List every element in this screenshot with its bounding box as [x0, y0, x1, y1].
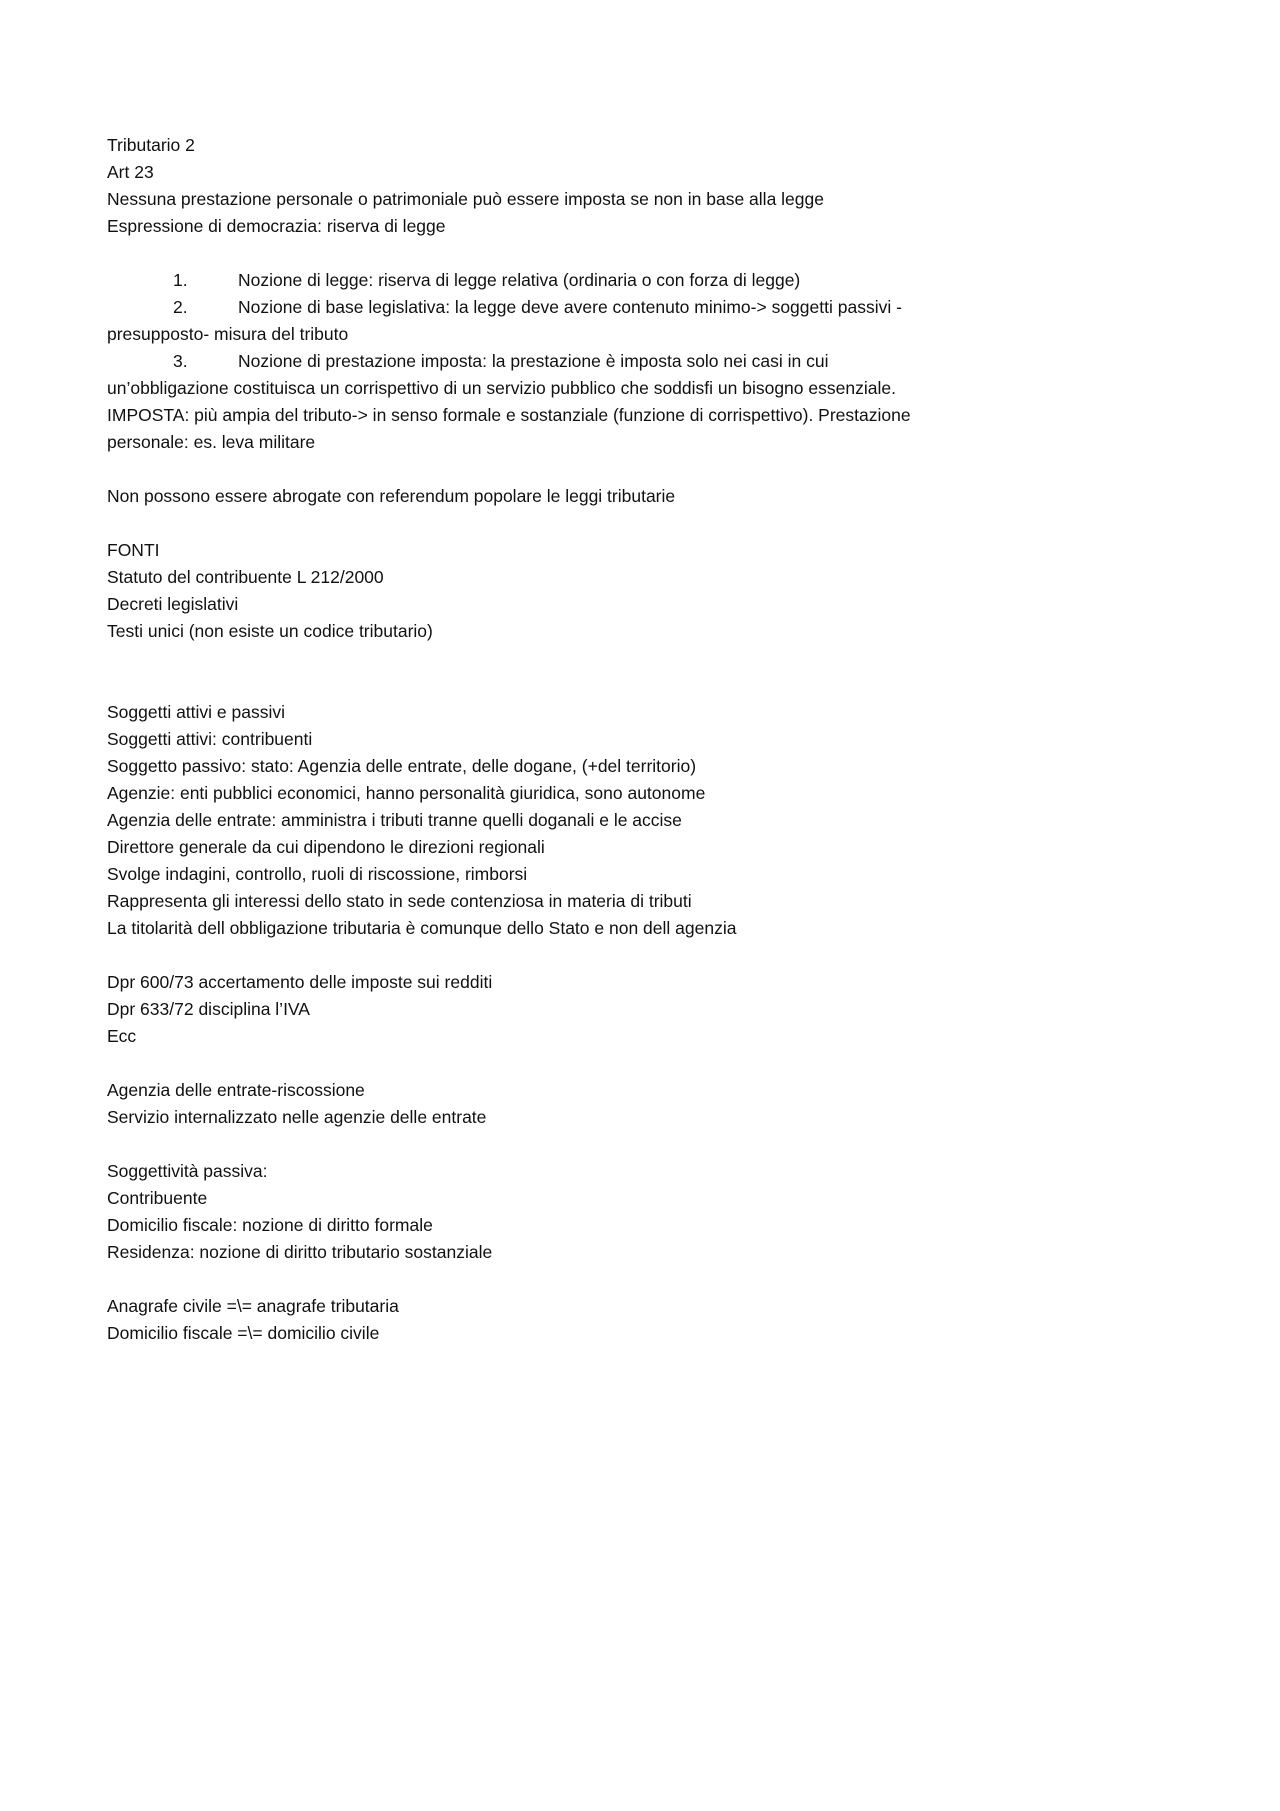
line-text: Agenzie: enti pubblici economici, hanno personalità giuridica, sono autonome — [107, 783, 706, 803]
line-text: presupposto- misura del tributo — [107, 324, 349, 344]
text-line — [107, 348, 1220, 375]
line-text: Residenza: nozione di diritto tributario sostanziale — [107, 1242, 493, 1262]
blank-line — [107, 1050, 1220, 1077]
line-text: La titolarità dell obbligazione tributaria è comunque dello Stato e non dell agenzia — [107, 918, 737, 938]
blank-line — [107, 942, 1220, 969]
text-line — [107, 1077, 1220, 1104]
line-text: Decreti legislativi — [107, 594, 239, 614]
text-line — [107, 375, 1220, 402]
text-line — [107, 267, 1220, 294]
blank-line — [107, 1266, 1220, 1293]
text-line — [107, 1158, 1220, 1185]
line-text: Soggetti attivi: contribuenti — [107, 729, 313, 749]
line-text: Direttore generale da cui dipendono le direzioni regionali — [107, 837, 545, 857]
line-text: Anagrafe civile =\= anagrafe tributaria — [107, 1296, 399, 1316]
text-line — [107, 1320, 1220, 1347]
line-text: Soggetto passivo: stato: Agenzia delle entrate, delle dogane, (+del territorio) — [107, 756, 697, 776]
text-line — [107, 834, 1220, 861]
text-line — [107, 1104, 1220, 1131]
blank-line — [107, 672, 1220, 699]
line-text: Espressione di democrazia: riserva di legge — [107, 216, 446, 236]
line-text: FONTI — [107, 540, 160, 560]
text-line — [107, 780, 1220, 807]
text-line — [107, 213, 1220, 240]
blank-line — [107, 1131, 1220, 1158]
text-line — [107, 1293, 1220, 1320]
line-text: Domicilio fiscale: nozione di diritto formale — [107, 1215, 433, 1235]
text-line — [107, 753, 1220, 780]
line-text: Ecc — [107, 1026, 137, 1046]
text-line — [107, 996, 1220, 1023]
line-text: Svolge indagini, controllo, ruoli di riscossione, rimborsi — [107, 864, 528, 884]
text-line — [107, 726, 1220, 753]
text-line — [107, 1212, 1220, 1239]
line-text: Agenzia delle entrate: amministra i tributi tranne quelli doganali e le accise — [107, 810, 682, 830]
text-line — [107, 402, 1220, 429]
text-line — [107, 915, 1220, 942]
line-text: Servizio internalizzato nelle agenzie delle entrate — [107, 1107, 487, 1127]
text-line — [107, 132, 1220, 159]
blank-line — [107, 240, 1220, 267]
line-text: Nozione di prestazione imposta: la prestazione è imposta solo nei casi in cui — [238, 351, 829, 371]
text-line — [107, 537, 1220, 564]
list-number: 1. — [173, 270, 188, 290]
text-line — [107, 564, 1220, 591]
line-text: Rappresenta gli interessi dello stato in sede contenziosa in materia di tributi — [107, 891, 692, 911]
text-line — [107, 321, 1220, 348]
line-text: Nozione di legge: riserva di legge relativa (ordinaria o con forza di legge) — [238, 270, 801, 290]
list-number: 3. — [173, 351, 188, 371]
line-text: Soggettività passiva: — [107, 1161, 268, 1181]
line-text: Dpr 600/73 accertamento delle imposte sui redditi — [107, 972, 493, 992]
line-text: Statuto del contribuente L 212/2000 — [107, 567, 384, 587]
document-body — [107, 132, 1220, 1347]
text-line — [107, 159, 1220, 186]
line-text: Domicilio fiscale =\= domicilio civile — [107, 1323, 380, 1343]
line-text: Agenzia delle entrate-riscossione — [107, 1080, 365, 1100]
text-line — [107, 888, 1220, 915]
text-line — [107, 186, 1220, 213]
text-line — [107, 618, 1220, 645]
line-text: Dpr 633/72 disciplina l’IVA — [107, 999, 310, 1019]
list-number: 2. — [173, 297, 188, 317]
blank-line — [107, 645, 1220, 672]
text-line — [107, 807, 1220, 834]
line-text: IMPOSTA: più ampia del tributo-> in senso formale e sostanziale (funzione di corrispettivo). Prestazione — [107, 405, 911, 425]
blank-line — [107, 510, 1220, 537]
text-line — [107, 429, 1220, 456]
line-text: Art 23 — [107, 162, 154, 182]
line-text: Nozione di base legislativa: la legge deve avere contenuto minimo-> soggetti passivi - — [238, 297, 902, 317]
line-text: Tributario 2 — [107, 135, 195, 155]
text-line — [107, 969, 1220, 996]
line-text: Testi unici (non esiste un codice tributario) — [107, 621, 433, 641]
blank-line — [107, 456, 1220, 483]
text-line — [107, 1239, 1220, 1266]
text-line — [107, 294, 1220, 321]
text-line — [107, 861, 1220, 888]
text-line — [107, 591, 1220, 618]
line-text: Contribuente — [107, 1188, 208, 1208]
line-text: un’obbligazione costituisca un corrispettivo di un servizio pubblico che soddisfi un bisogno essenziale. — [107, 378, 896, 398]
line-text: Soggetti attivi e passivi — [107, 702, 286, 722]
text-line — [107, 483, 1220, 510]
text-line — [107, 1185, 1220, 1212]
line-text: Nessuna prestazione personale o patrimoniale può essere imposta se non in base alla legge — [107, 189, 824, 209]
text-line — [107, 1023, 1220, 1050]
line-text: personale: es. leva militare — [107, 432, 316, 452]
line-text: Non possono essere abrogate con referendum popolare le leggi tributarie — [107, 486, 676, 506]
text-line — [107, 699, 1220, 726]
